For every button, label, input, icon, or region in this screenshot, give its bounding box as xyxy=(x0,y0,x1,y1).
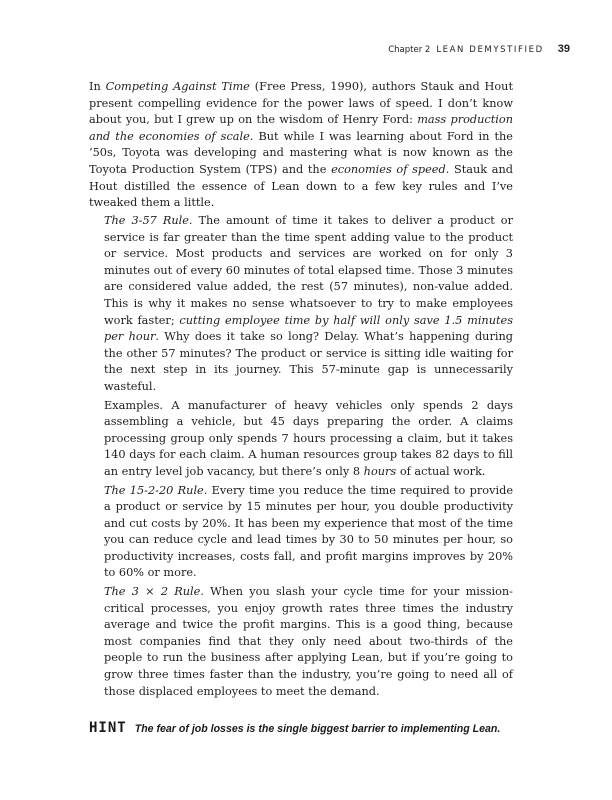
intro-paragraph: In Competing Against Time (Free Press, 1990), authors Stauk and Hout present compelling evidence for the power laws of speed. I don’t know about you, but I grew up on the wisdom of Henry Ford: mass production and the economies of scale. But while I was learning about Ford in the ‘50s, Toyota was developing and mastering what is now known as the Toyota Production System (TPS) and the economies of speed. Stauk and Hout distilled the essence of Lean down to a few key rules and I’ve tweaked them a little. xyxy=(89,80,513,210)
rule-15-2-20-name: The 15-2-20 Rule. xyxy=(104,483,208,497)
chapter-title: LEAN DEMYSTIFIED xyxy=(436,45,544,55)
speed-phrase: economies of speed xyxy=(331,162,446,176)
book-title: Competing Against Time xyxy=(105,80,250,93)
page-number: 39 xyxy=(557,43,570,55)
hint-text: The fear of job losses is the single biggest barrier to implementing Lean. xyxy=(134,723,501,735)
rule-3-57-emphasis: cutting employee time by half will only save 1.5 minutes per hour xyxy=(104,313,514,344)
rule-3x2-paragraph: The 3 × 2 Rule. When you slash your cycle time for your mission-critical processes, you enjoy growth rates three times the industry average and twice the profit margins. This is a good thing, because most companies find that they only need about two-thirds of the people to run the business after applying Lean, but if you’re going to grow three times faster than the industry, you’re going to need all of those displaced employees to meet the demand. xyxy=(104,585,513,698)
examples-paragraph: Examples. A manufacturer of heavy vehicles only spends 2 days assembling a vehicle, but 45 days preparing the order. A claims processing group only spends 7 hours processing a claim, but it takes 140 days for each claim. A human resources group takes 82 days to fill an entry level job vacancy, but there’s only 8 hours of actual work. xyxy=(104,398,513,478)
running-header xyxy=(388,43,570,55)
hint-callout xyxy=(89,720,529,736)
rule-15-2-20-paragraph: The 15-2-20 Rule. Every time you reduce the time required to provide a product or service by 15 minutes per hour, you double productivity and cut costs by 20%. It has been my experience that most of the time you can reduce cycle and lead times by 30 to 50 minutes per hour, so productivity increases, costs fall, and profit margins improves by 20% to 60% or more. xyxy=(104,483,514,580)
chapter-label: Chapter 2 xyxy=(388,45,431,55)
hint-label: HINT xyxy=(89,720,127,736)
examples-emphasis: hours xyxy=(363,464,397,478)
rules-section xyxy=(104,213,513,700)
ford-phrase: mass production and the economies of scale. xyxy=(89,113,513,143)
intro-section xyxy=(89,79,513,212)
rule-3-57-name: The 3-57 Rule. xyxy=(104,214,193,227)
rule-3-57-paragraph: The 3-57 Rule. The amount of time it takes to deliver a product or service is far greater than the time spent adding value to the product or service. Most products and services are worked on for only 3 minutes out of every 60 minutes of total elapsed time. Those 3 minutes are considered value added, the rest (57 minutes), non-value added. This is why it makes no sense whatsoever to try to make employees work faster; cutting employee time by half will only save 1.5 minutes per hour. Why does it take so long? Delay. What’s happening during the other 57 minutes? The product or service is sitting idle waiting for the next step in its journey. This 57-minute gap is unnecessarily wasteful. xyxy=(104,214,514,393)
rule-3x2-name: The 3 × 2 Rule. xyxy=(104,585,204,599)
